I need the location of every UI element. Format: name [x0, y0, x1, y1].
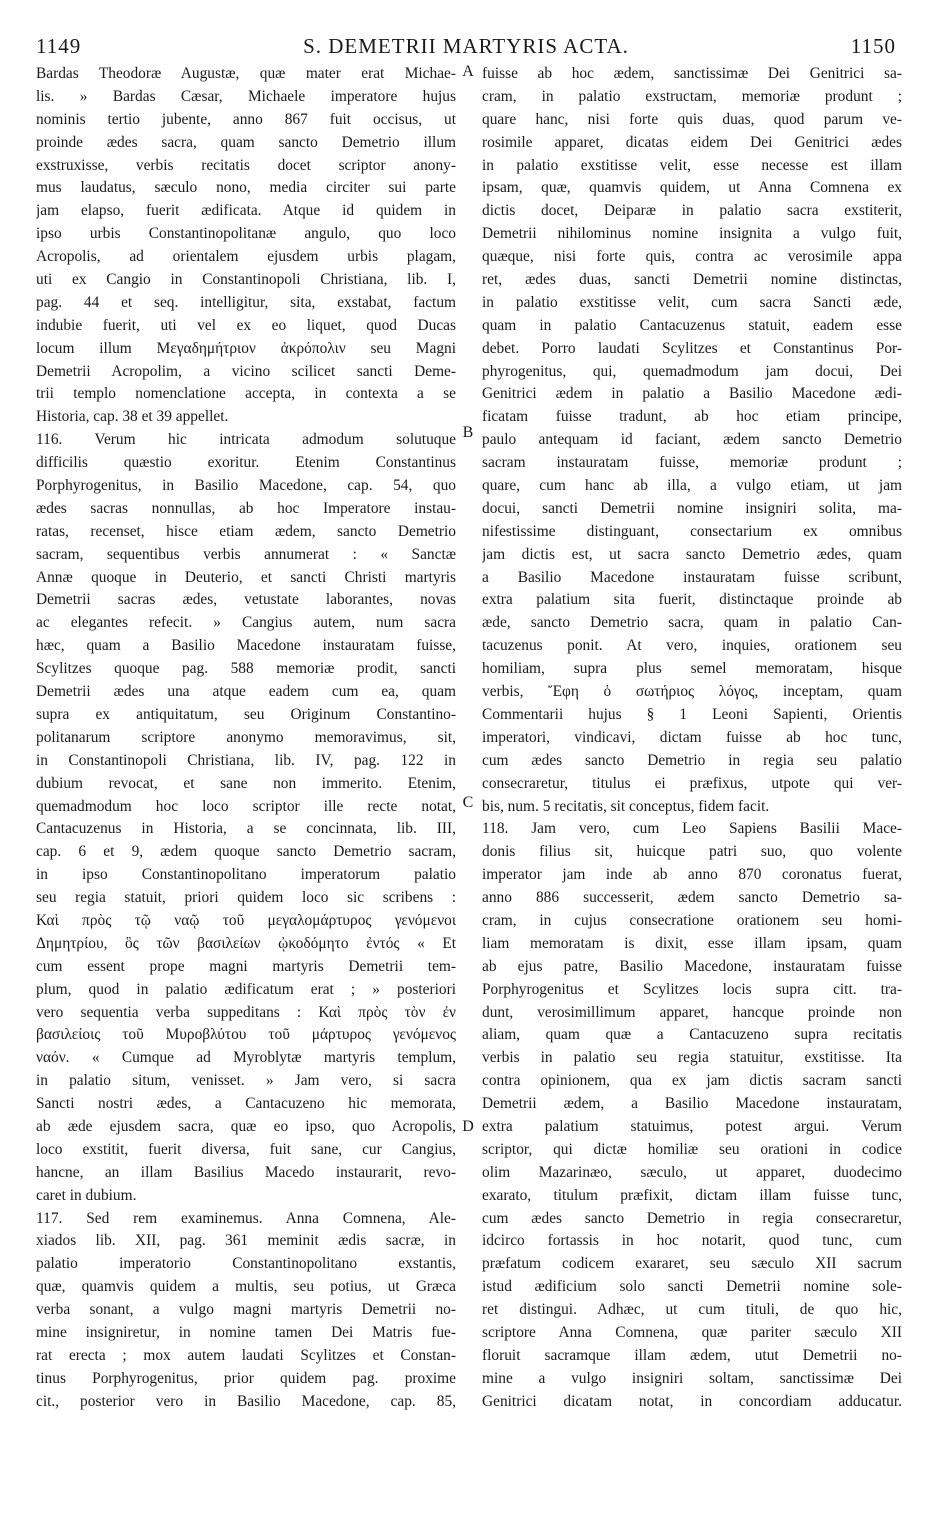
text-line: Acropolis, ad orientalem ejusdem urbis plagam, [36, 248, 456, 266]
text-line: Demetrii ædes una atque eadem cum ea, quam [36, 683, 456, 701]
text-line: Cantacuzenus in Historia, a se concinnata, lib. III, [36, 820, 456, 838]
text-line: mine a vulgo insigniri soltam, sanctissimæ Dei [482, 1369, 902, 1387]
text-line: exarato, titulum præfixit, dictam illam fuisse tunc, [482, 1186, 902, 1204]
text-line: politanarum scriptore anonymo memoravimus, sit, [36, 728, 456, 746]
text-line: ab æde ejusdem sacra, quæ eo ipso, quo Acropolis, [36, 1117, 456, 1135]
text-line: in palatio situm, venisset. » Jam vero, si sacra [36, 1072, 456, 1090]
text-line: consecraretur, titulus ei præfixus, utpote qui ver- [482, 774, 902, 792]
text-line: proinde ædes sacra, quam sancto Demetrio illum [36, 133, 456, 151]
text-line: Demetrii sacras ædes, vetustate laborantes, novas [36, 591, 456, 609]
text-line: Demetrii Acropolim, a vicino scilicet sancti Deme- [36, 362, 456, 380]
text-line: supra ex antiquitatum, seu Originum Constantino- [36, 705, 456, 723]
text-line: in palatio exstitisse velit, cum sacra Sancti æde, [482, 293, 902, 311]
text-line: præfatum codicem exararet, seu sæculo XII sacrum [482, 1255, 902, 1273]
text-line: trii templo nomenclatione accepta, in contexta a se [36, 385, 456, 403]
margin-letter-b: B [462, 424, 474, 441]
running-header [36, 34, 896, 60]
text-line: Commentarii hujus § 1 Leoni Sapienti, Orientis [482, 705, 902, 723]
text-line: Καὶ πρὸς τῷ ναῷ τοῦ μεγαλομάρτυρος γενόμενοι [36, 911, 456, 929]
text-line: rosimile apparet, dicatas eidem Dei Genitrici ædes [482, 133, 902, 151]
text-line: ficatam fuisse tradunt, ab hoc etiam principe, [482, 408, 902, 426]
text-line: sacram, sequentibus verbis annumerat : « Sanctæ [36, 545, 456, 563]
text-line: imperator jam inde ab anno 870 coronatus fuerat, [482, 866, 902, 884]
text-line: contra opinionem, qua ex jam dictis sacram sancti [482, 1072, 902, 1090]
text-line: ναόν. « Cumque ad Myroblytæ martyris templum, [36, 1049, 456, 1067]
text-line: paulo antequam id faciant, ædem sancto Demetrio [482, 431, 902, 449]
page-number-right: 1150 [850, 34, 896, 58]
text-line: cit., posterior vero in Basilio Macedone, cap. 85, [36, 1392, 456, 1410]
text-line: æde, sancto Demetrio sacra, quam in palatio Can- [482, 614, 902, 632]
text-line: Demetrii nihilominus nomine insignita a vulgo fuit, [482, 225, 902, 243]
text-line: idcirco fortassis in hoc notarit, quod tunc, cum [482, 1232, 902, 1250]
text-line: mine insigniretur, in nomine tamen Dei Matris fue- [36, 1323, 456, 1341]
text-line: verbis in palatio seu regia statuitur, exstitisse. Ita [482, 1049, 902, 1067]
text-line: quæ, quamvis quidem a multis, seu potius, ut Græca [36, 1278, 456, 1296]
text-line: ret distingui. Adhæc, ut cum tituli, de quo hic, [482, 1301, 902, 1319]
text-line: palatio imperatorio Constantinopolitano exstantis, [36, 1255, 456, 1273]
text-line: βασιλείοις τοῦ Μυροβλύτου τοῦ μάρτυρος γενόμενος [36, 1026, 456, 1044]
text-line: cum ædes sancto Demetrio in regia consecraretur, [482, 1209, 902, 1227]
text-line: dubium revocat, et sane non immerito. Etenim, [36, 774, 456, 792]
text-line: ret, ædes duas, sancti Demetrii nomine distinctas, [482, 271, 902, 289]
text-line: aliam, quam quæ a Cantacuzeno supra recitatis [482, 1026, 902, 1044]
text-line: scriptor, qui dictæ homiliæ seu orationi in codice [482, 1140, 902, 1158]
page-number-left: 1149 [36, 34, 82, 58]
text-line: phyrogenitus, qui, quemadmodum jam docui, Dei [482, 362, 902, 380]
text-line: quemadmodum hoc loco scriptor ille recte notat, [36, 797, 456, 815]
text-line: tinus Porphyrogenitus, prior quidem pag. proxime [36, 1369, 456, 1387]
text-line: locum illum Μεγαδημήτριον ἀκρόπολιν seu Magni [36, 339, 456, 357]
text-line: mus laudatus, sæculo nono, media circiter sui parte [36, 179, 456, 197]
text-line: Annæ quoque in Deuterio, et sancti Christi martyris [36, 568, 456, 586]
text-line: in ipso Constantinopolitano imperatorum palatio [36, 866, 456, 884]
text-line: istud ædificium solo sancti Demetrii nomine sole- [482, 1278, 902, 1296]
text-line: Genitrici ædem in palatio a Basilio Macedone ædi- [482, 385, 902, 403]
text-line: tacuzenus ponit. At vero, inquies, orationem seu [482, 637, 902, 655]
text-line: extra palatium statuimus, potest argui. Verum [482, 1117, 902, 1135]
text-line: in Constantinopoli Christiana, lib. IV, pag. 122 in [36, 751, 456, 769]
text-line: fuisse ab hoc ædem, sanctissimæ Dei Genitrici sa- [482, 65, 902, 82]
text-line: verba sonant, a vulgo magni martyris Demetrii no- [36, 1301, 456, 1319]
text-line: Porphyrogenitus, in Basilio Macedone, cap. 54, quo [36, 477, 456, 495]
text-line: verbis, Ἔφη ὁ σωτήριος λόγος, inceptam, quam [482, 683, 902, 701]
text-line: cap. 6 et 9, ædem quoque sancto Demetrio sacram, [36, 843, 456, 861]
text-line: plum, quod in palatio ædificatum erat ; » posteriori [36, 980, 456, 998]
text-line: ratas, recenset, hisce etiam ædem, sancto Demetrio [36, 522, 456, 540]
text-line: sacram instauratam fuisse, memoriæ produnt ; [482, 454, 902, 472]
running-title: S. DEMETRII MARTYRIS ACTA. [303, 34, 629, 58]
text-line: rat erecta ; mox autem laudati Scylitzes et Constan- [36, 1346, 456, 1364]
text-line: floruit sacramque illam ædem, utut Demetrii no- [482, 1346, 902, 1364]
margin-letter-a: A [462, 63, 474, 80]
text-line: Bardas Theodoræ Augustæ, quæ mater erat Michae- [36, 65, 456, 82]
text-line: loco exstitit, fuerit diversa, fuit sane, cur Cangius, [36, 1140, 456, 1158]
text-line: homiliam, supra plus semel memoratam, hisque [482, 660, 902, 678]
left-column [36, 63, 456, 1414]
text-line: Demetrii ædem, a Basilio Macedone instauratam, [482, 1095, 902, 1113]
text-line: quare hanc, nisi forte quis duas, quod parum ve- [482, 110, 902, 128]
text-line: 117. Sed rem examinemus. Anna Comnena, Ale- [36, 1209, 456, 1227]
text-line: cram, in cujus consecratione orationem seu homi- [482, 911, 902, 929]
text-line: xiados lib. XII, pag. 361 meminit ædis sacræ, in [36, 1232, 456, 1250]
text-line: debet. Porro laudati Scylitzes et Constantinus Por- [482, 339, 902, 357]
text-line: dunt, verosimillimum apparet, hancque proinde non [482, 1003, 902, 1021]
margin-letter-d: D [462, 1118, 474, 1135]
text-line: quam in palatio Cantacuzenus statuit, eadem esse [482, 316, 902, 334]
text-line: exstruxisse, verbis recitatis docet scriptor anony- [36, 156, 456, 174]
text-line: Δημητρίου, ὃς τῶν βασιλείων ᾠκοδόμητο ἐντός « Et [36, 934, 456, 952]
text-line: indubie fuerit, uti vel ex eo liquet, quod Ducas [36, 316, 456, 334]
text-line: ipsam, quæ, quamvis quidem, ut Anna Comnena ex [482, 179, 902, 197]
text-line: anno 886 successerit, ædem sancto Demetrio sa- [482, 889, 902, 907]
text-line: difficilis quæstio exoritur. Etenim Constantinus [36, 454, 456, 472]
text-line: scriptore Anna Comnena, quæ pariter sæculo XII [482, 1323, 902, 1341]
text-line: liam memoratam is dixit, esse illam ipsam, quam [482, 934, 902, 952]
text-line: hæc, quam a Basilio Macedone instauratam fuisse, [36, 637, 456, 655]
text-line: Genitrici dicatam notat, in concordiam adducatur. [482, 1392, 902, 1410]
text-line: quare, cum hanc ab illa, a vulgo etiam, ut jam [482, 477, 902, 495]
text-line: pag. 44 et seq. intelligitur, sita, exstabat, factum [36, 293, 456, 311]
text-line: bis, num. 5 recitatis, sit conceptus, fidem facit. [482, 797, 770, 815]
text-line: in palatio exstitisse velit, esse necesse est illam [482, 156, 902, 174]
text-line: Historia, cap. 38 et 39 appellet. [36, 408, 229, 426]
margin-letter-c: C [462, 794, 474, 811]
text-line: Sancti nostri ædes, a Cantacuzeno hic memorata, [36, 1095, 456, 1113]
text-line: cram, in palatio exstructam, memoriæ produnt ; [482, 87, 902, 105]
text-line: ac elegantes refecit. » Cangius autem, num sacra [36, 614, 456, 632]
text-line: docui, sancti Demetrii nomine insigniri solita, ma- [482, 499, 902, 517]
text-line: a Basilio Macedone instauratam fuisse scribunt, [482, 568, 902, 586]
text-line: ipso urbis Constantinopolitanæ angulo, quo loco [36, 225, 456, 243]
text-line: quæque, nisi forte quis, contra ac verosimile appa [482, 248, 902, 266]
text-line: olim Mazarinæo, sæculo, ut apparet, duodecimo [482, 1163, 902, 1181]
text-line: jam elapso, fuerit ædificata. Atque id quidem in [36, 202, 456, 220]
text-line: extra palatium sita fuerit, distinctaque proinde ab [482, 591, 902, 609]
right-column [482, 63, 902, 1414]
text-line: Scylitzes quoque pag. 588 memoriæ prodit, sancti [36, 660, 456, 678]
text-line: uti ex Cangio in Constantinopoli Christiana, lib. I, [36, 271, 456, 289]
text-line: vero sequentia verba suppeditans : Καὶ πρὸς τὸν ἐν [36, 1003, 456, 1021]
text-line: ædes sacras nonnullas, ab hoc Imperatore instau- [36, 499, 456, 517]
text-line: dictis docet, Deiparæ in palatio sacra exstiterit, [482, 202, 902, 220]
text-line: imperatori, vindicavi, dictam fuisse ab hoc tunc, [482, 728, 902, 746]
text-line: cum ædes sancto Demetrio in regia seu palatio [482, 751, 902, 769]
text-line: donis filius sit, huicque patri suo, quo volente [482, 843, 902, 861]
text-line: caret in dubium. [36, 1186, 137, 1204]
text-line: lis. » Bardas Cæsar, Michaele imperatore hujus [36, 87, 456, 105]
text-line: 116. Verum hic intricata admodum solutuque [36, 431, 456, 449]
text-line: 118. Jam vero, cum Leo Sapiens Basilii Mace- [482, 820, 902, 838]
text-line: ab ejus patre, Basilio Macedone, instauratam fuisse [482, 957, 902, 975]
text-line: jam dictis est, ut sacra sancto Demetrio ædes, quam [482, 545, 902, 563]
text-line: cum essent prope magni martyris Demetrii tem- [36, 957, 456, 975]
text-line: nifestissime distinguant, consectarium ex omnibus [482, 522, 902, 540]
text-line: Porphyrogenitus et Scylitzes locis supra citt. tra- [482, 980, 902, 998]
text-line: nominis tertio jubente, anno 867 fuit occisus, ut [36, 110, 456, 128]
text-line: hancne, an illam Basilius Macedo instaurarit, revo- [36, 1163, 456, 1181]
text-line: seu regia statuit, priori quidem loco sic scribens : [36, 889, 456, 907]
